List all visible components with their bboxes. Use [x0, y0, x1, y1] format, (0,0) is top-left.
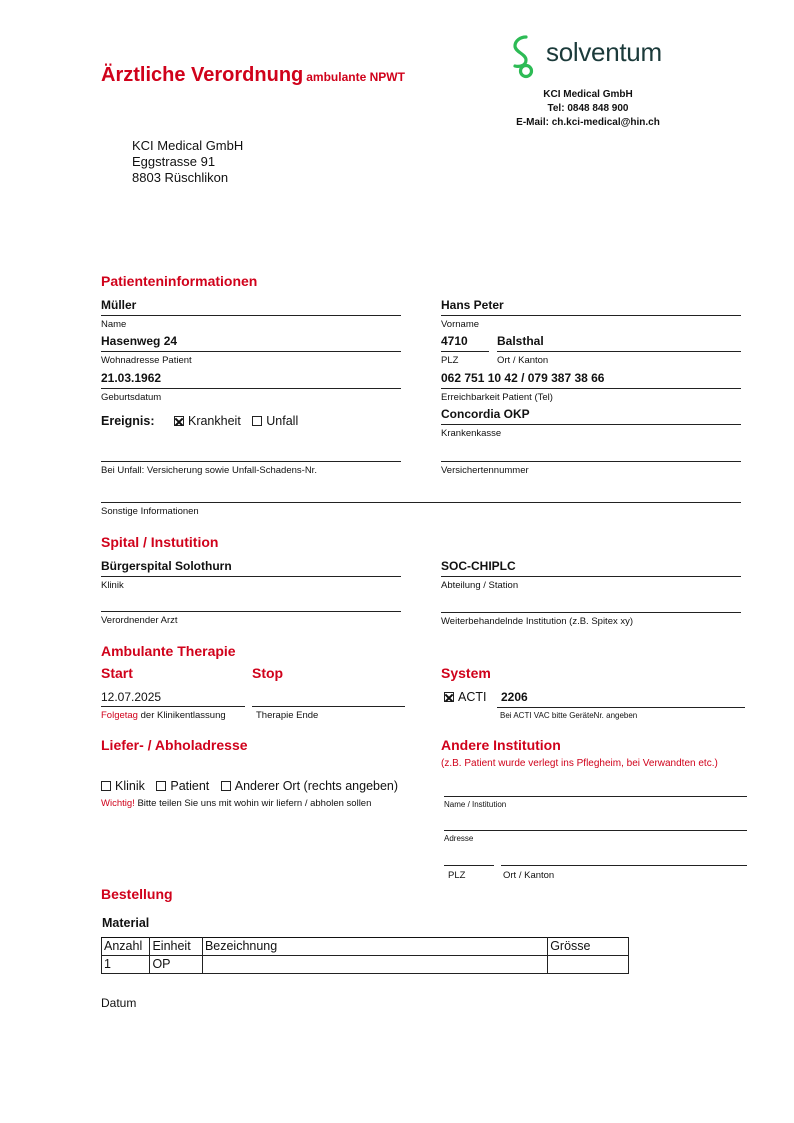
liefer-anderer-checkbox[interactable] — [221, 781, 231, 791]
vorname-value[interactable]: Hans Peter — [441, 298, 504, 312]
liefer-patient-checkbox[interactable] — [156, 781, 166, 791]
address-line-1: KCI Medical GmbH — [132, 138, 244, 153]
adresse-label: Wohnadresse Patient — [101, 355, 192, 366]
ort-value[interactable]: Balsthal — [497, 334, 544, 348]
abteilung-value[interactable]: SOC-CHIPLC — [441, 559, 516, 573]
geburt-label: Geburtsdatum — [101, 392, 162, 403]
ende-label: Therapie Ende — [256, 710, 319, 721]
section-patient: Patienteninformationen — [101, 273, 258, 289]
acti-label: ACTI — [458, 690, 487, 704]
sonstige-label: Sonstige Informationen — [101, 506, 199, 517]
geburt-value[interactable]: 21.03.1962 — [101, 371, 162, 385]
tel-value[interactable]: 062 751 10 42 / 079 387 38 66 — [441, 371, 605, 385]
stop-line[interactable] — [252, 706, 405, 707]
kasse-label: Krankenkasse — [441, 428, 502, 439]
header-einheit: Einheit — [150, 938, 202, 956]
table-row — [102, 956, 629, 974]
andere-plz-line[interactable] — [444, 865, 494, 866]
ereignis-row — [101, 414, 298, 428]
versicherten-line[interactable] — [441, 461, 741, 462]
acti-checkbox[interactable] — [444, 692, 454, 702]
liefer-klinik-label: Klinik — [115, 779, 145, 793]
solventum-logo — [510, 33, 690, 79]
andere-ort-label: Ort / Kanton — [503, 870, 555, 881]
tel-line — [441, 388, 741, 389]
system-line — [497, 707, 745, 708]
cell-groesse[interactable] — [548, 956, 629, 974]
unfall-info-label: Bei Unfall: Versicherung sowie Unfall-Schadens-Nr. — [101, 465, 317, 476]
vorname-label: Vorname — [441, 319, 480, 330]
section-andere: Andere Institution — [441, 737, 561, 753]
klinik-line — [101, 576, 401, 577]
header-bezeichnung: Bezeichnung — [202, 938, 547, 956]
stop-heading: Stop — [252, 665, 284, 681]
weiter-label: Weiterbehandelnde Institution (z.B. Spitex xy) — [441, 616, 634, 627]
folgetag-rest: der Klinikentlassung — [140, 710, 226, 721]
geburt-line — [101, 388, 401, 389]
system-note: Bei ACTI VAC bitte GeräteNr. angeben — [500, 711, 638, 720]
sonstige-line[interactable] — [101, 502, 741, 503]
folgetag-label — [101, 710, 226, 721]
ereignis-label: Ereignis: — [101, 414, 155, 428]
name-line — [101, 315, 401, 316]
liefer-klinik-checkbox[interactable] — [101, 781, 111, 791]
andere-ort-line[interactable] — [501, 865, 747, 866]
material-heading: Material — [102, 916, 150, 930]
kasse-line — [441, 424, 741, 425]
abteilung-line — [441, 576, 741, 577]
start-line — [101, 706, 245, 707]
versicherten-label: Versichertennummer — [441, 465, 529, 476]
unfall-label: Unfall — [266, 414, 299, 428]
plz-label: PLZ — [441, 355, 459, 366]
table-header-row — [102, 938, 629, 956]
start-heading: Start — [101, 665, 133, 681]
liefer-hint — [101, 798, 371, 809]
section-spital: Spital / Instutition — [101, 534, 219, 550]
liefer-patient-label: Patient — [170, 779, 210, 793]
recipient-address — [132, 138, 243, 186]
andere-name-label: Name / Institution — [444, 800, 507, 809]
klinik-label: Klinik — [101, 580, 124, 591]
adresse-value[interactable]: Hasenweg 24 — [101, 334, 178, 348]
form-title — [101, 64, 405, 87]
plz-value[interactable]: 4710 — [441, 334, 468, 348]
datum-label: Datum — [101, 996, 137, 1010]
ort-line — [497, 351, 741, 352]
arzt-line[interactable] — [101, 611, 401, 612]
header-anzahl: Anzahl — [102, 938, 150, 956]
andere-plz-label: PLZ — [448, 870, 466, 881]
weiter-line[interactable] — [441, 612, 741, 613]
tel-label: Erreichbarkeit Patient (Tel) — [441, 392, 553, 403]
system-value[interactable]: 2206 — [501, 690, 528, 704]
header-groesse: Grösse — [548, 938, 629, 956]
plz-line — [441, 351, 489, 352]
cell-bezeichnung[interactable] — [202, 956, 547, 974]
company-name: KCI Medical GmbH — [543, 89, 633, 100]
krankheit-checkbox[interactable] — [174, 416, 184, 426]
section-therapie: Ambulante Therapie — [101, 643, 236, 659]
adresse-line — [101, 351, 401, 352]
material-table — [101, 937, 629, 974]
liefer-hint-text: Bitte teilen Sie uns mit wohin wir liefern / abholen sollen — [137, 798, 372, 809]
system-heading: System — [441, 665, 491, 681]
andere-adresse-line[interactable] — [444, 830, 747, 831]
folgetag-red: Folgetag — [101, 710, 138, 721]
form-subtitle: ambulante NPWT — [306, 70, 405, 84]
vorname-line — [441, 315, 741, 316]
name-label: Name — [101, 319, 127, 330]
arzt-label: Verordnender Arzt — [101, 615, 178, 626]
company-phone: Tel: 0848 848 900 — [547, 103, 629, 114]
logo-text: solventum — [546, 37, 662, 67]
andere-name-line[interactable] — [444, 796, 747, 797]
company-email: E-Mail: ch.kci-medical@hin.ch — [516, 117, 660, 128]
kasse-value[interactable]: Concordia OKP — [441, 407, 530, 421]
liefer-options — [101, 779, 398, 793]
solventum-s-icon — [510, 33, 542, 79]
ort-label: Ort / Kanton — [497, 355, 549, 366]
section-bestellung: Bestellung — [101, 886, 173, 902]
form-title-main: Ärztliche Verordnung — [101, 64, 304, 86]
address-line-2: Eggstrasse 91 — [132, 154, 216, 169]
unfall-line[interactable] — [101, 461, 401, 462]
wichtig-label: Wichtig! — [101, 798, 135, 809]
andere-adresse-label: Adresse — [444, 834, 474, 843]
address-line-3: 8803 Rüschlikon — [132, 170, 229, 185]
system-option — [444, 690, 486, 704]
krankheit-label: Krankheit — [187, 414, 241, 428]
section-liefer: Liefer- / Abholadresse — [101, 737, 248, 753]
abteilung-label: Abteilung / Station — [441, 580, 519, 591]
start-value[interactable]: 12.07.2025 — [101, 690, 162, 704]
cell-einheit[interactable]: OP — [150, 956, 202, 974]
cell-anzahl[interactable]: 1 — [102, 956, 150, 974]
liefer-anderer-label: Anderer Ort (rechts angeben) — [234, 779, 399, 793]
klinik-value[interactable]: Bürgerspital Solothurn — [101, 559, 232, 573]
andere-note: (z.B. Patient wurde verlegt ins Pflegheim, bei Verwandten etc.) — [441, 758, 718, 769]
name-value[interactable]: Müller — [101, 298, 137, 312]
company-info — [480, 88, 696, 130]
unfall-checkbox[interactable] — [252, 416, 262, 426]
